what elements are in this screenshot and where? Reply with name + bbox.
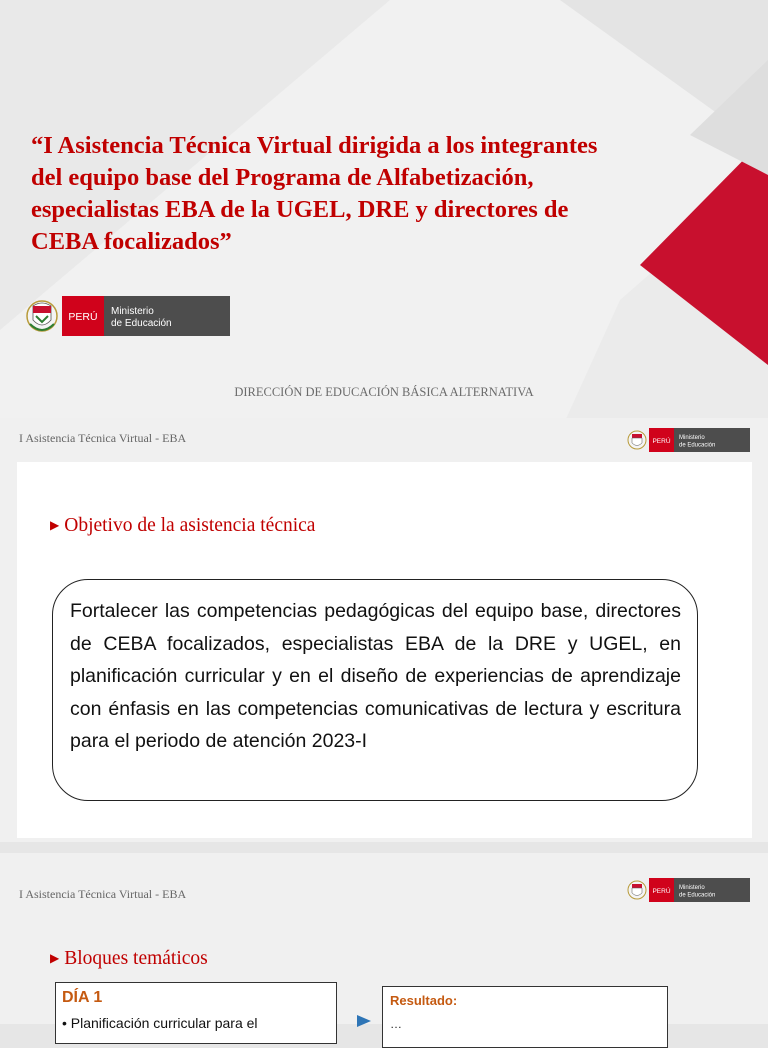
peru-coat-of-arms-icon: [628, 431, 646, 449]
right-triangle-bullet-icon: ▶: [50, 951, 60, 965]
svg-text:PERÚ: PERÚ: [652, 438, 671, 445]
right-triangle-bullet-icon: ▶: [50, 518, 60, 532]
minedu-logo: [24, 294, 230, 338]
day-1-box: [55, 982, 337, 1044]
svg-text:Ministerio: Ministerio: [679, 885, 705, 891]
flow-arrow-icon: [357, 1015, 371, 1027]
slide-header: I Asistencia Técnica Virtual - EBA: [19, 887, 187, 901]
svg-text:Ministerio: Ministerio: [111, 306, 154, 317]
result-text: …: [390, 1017, 402, 1031]
cover-title: “I Asistencia Técnica Virtual dirigida a los integrantes del equipo base del Programa de Alfabetización, especialistas EBA de la UGEL, DRE y directores de CEBA focalizados”: [31, 132, 598, 255]
svg-text:de Educación: de Educación: [679, 892, 716, 899]
day-title: DÍA 1: [62, 989, 103, 1006]
svg-text:PERÚ: PERÚ: [68, 311, 98, 323]
result-box: [382, 986, 668, 1048]
result-title: Resultado:: [390, 993, 458, 1008]
svg-text:de Educación: de Educación: [679, 442, 716, 449]
svg-text:de Educación: de Educación: [111, 318, 172, 329]
day-item: • Planificación curricular para el: [62, 1015, 258, 1031]
slide-header: I Asistencia Técnica Virtual - EBA: [19, 431, 187, 445]
section-title-thematic-blocks: ▶ Bloques temáticos: [50, 948, 208, 969]
minedu-logo-small: [626, 877, 750, 903]
cover-subtitle: DIRECCIÓN DE EDUCACIÓN BÁSICA ALTERNATIVA: [234, 385, 534, 399]
section-title-objective: ▶ Objetivo de la asistencia técnica: [50, 515, 316, 536]
cover-slide: [0, 0, 768, 432]
peru-coat-of-arms-icon: [628, 881, 646, 899]
svg-text:PERÚ: PERÚ: [652, 888, 671, 895]
minedu-logo-small: [626, 427, 750, 453]
peru-coat-of-arms-icon: [27, 301, 57, 331]
svg-text:Ministerio: Ministerio: [679, 435, 705, 441]
objective-box: Fortalecer las competencias pedagógicas del equipo base, directores de CEBA focalizados, especialistas EBA de la DRE y UGEL, en planificación curricular y en el diseño de experiencias de aprendizaje con énfasis en las competencias comunicativas de lectura y escritura para el periodo de atención 2023-I: [52, 579, 698, 801]
